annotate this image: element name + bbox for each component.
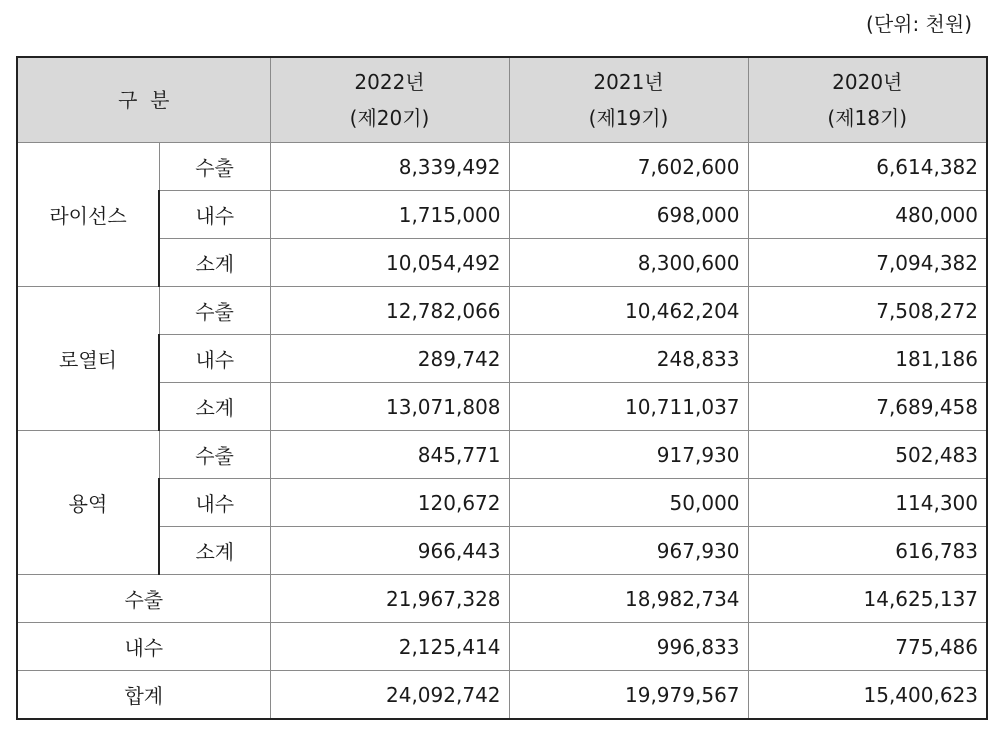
- value-cell: 12,782,066: [270, 287, 509, 335]
- group-label-royalty: 로열티: [17, 287, 159, 431]
- total-label: 합계: [17, 671, 270, 720]
- total-row-sum: [17, 671, 987, 720]
- value-cell: 1,715,000: [270, 191, 509, 239]
- value-cell: 7,689,458: [748, 383, 987, 431]
- row-label: 내수: [159, 191, 270, 239]
- value-cell: 967,930: [509, 527, 748, 575]
- row-label: 수출: [159, 431, 270, 479]
- table-row: [17, 431, 987, 479]
- value-cell: 2,125,414: [270, 623, 509, 671]
- row-label: 수출: [159, 287, 270, 335]
- table-row: [17, 143, 987, 191]
- value-cell: 996,833: [509, 623, 748, 671]
- total-row-domestic: [17, 623, 987, 671]
- group-label-license: 라이선스: [17, 143, 159, 287]
- header-year-2022: [270, 57, 509, 143]
- value-cell: 7,602,600: [509, 143, 748, 191]
- revenue-table: [16, 56, 988, 720]
- value-cell: 845,771: [270, 431, 509, 479]
- value-cell: 19,979,567: [509, 671, 748, 720]
- table-row: [17, 383, 987, 431]
- table-row: [17, 191, 987, 239]
- value-cell: 480,000: [748, 191, 987, 239]
- row-label: 소계: [159, 239, 270, 287]
- value-cell: 775,486: [748, 623, 987, 671]
- header-period-label: (제20기): [349, 106, 430, 130]
- value-cell: 502,483: [748, 431, 987, 479]
- header-period-label: (제19기): [588, 106, 669, 130]
- value-cell: 8,300,600: [509, 239, 748, 287]
- table-row: [17, 335, 987, 383]
- value-cell: 14,625,137: [748, 575, 987, 623]
- unit-note: (단위: 천원): [866, 12, 972, 36]
- header-year-label: 2020년: [832, 70, 903, 94]
- header-category: 구 분: [17, 57, 270, 143]
- value-cell: 181,186: [748, 335, 987, 383]
- value-cell: 966,443: [270, 527, 509, 575]
- value-cell: 917,930: [509, 431, 748, 479]
- row-label: 내수: [159, 335, 270, 383]
- value-cell: 114,300: [748, 479, 987, 527]
- value-cell: 120,672: [270, 479, 509, 527]
- value-cell: 18,982,734: [509, 575, 748, 623]
- header-year-label: 2021년: [593, 70, 664, 94]
- value-cell: 15,400,623: [748, 671, 987, 720]
- header-period-label: (제18기): [827, 106, 908, 130]
- value-cell: 7,094,382: [748, 239, 987, 287]
- value-cell: 21,967,328: [270, 575, 509, 623]
- value-cell: 10,054,492: [270, 239, 509, 287]
- table-row: [17, 479, 987, 527]
- value-cell: 7,508,272: [748, 287, 987, 335]
- row-label: 내수: [159, 479, 270, 527]
- value-cell: 6,614,382: [748, 143, 987, 191]
- total-label: 내수: [17, 623, 270, 671]
- value-cell: 248,833: [509, 335, 748, 383]
- total-row-export: [17, 575, 987, 623]
- header-year-2020: [748, 57, 987, 143]
- value-cell: 8,339,492: [270, 143, 509, 191]
- table-row: [17, 527, 987, 575]
- table-row: [17, 239, 987, 287]
- header-year-2021: [509, 57, 748, 143]
- value-cell: 10,462,204: [509, 287, 748, 335]
- value-cell: 698,000: [509, 191, 748, 239]
- value-cell: 289,742: [270, 335, 509, 383]
- header-row: [17, 57, 987, 143]
- value-cell: 616,783: [748, 527, 987, 575]
- value-cell: 24,092,742: [270, 671, 509, 720]
- total-label: 수출: [17, 575, 270, 623]
- value-cell: 10,711,037: [509, 383, 748, 431]
- row-label: 소계: [159, 383, 270, 431]
- header-year-label: 2022년: [354, 70, 425, 94]
- row-label: 수출: [159, 143, 270, 191]
- value-cell: 50,000: [509, 479, 748, 527]
- value-cell: 13,071,808: [270, 383, 509, 431]
- row-label: 소계: [159, 527, 270, 575]
- table-row: [17, 287, 987, 335]
- group-label-service: 용역: [17, 431, 159, 575]
